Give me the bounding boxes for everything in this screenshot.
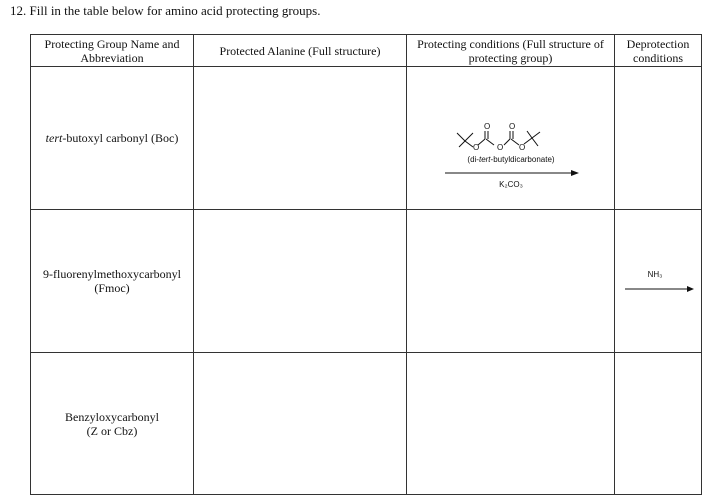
answer-cell-alanine-boc[interactable] (194, 67, 407, 210)
oxygen-label: O (519, 143, 526, 152)
oxygen-label: O (509, 122, 516, 131)
oxygen-label: O (497, 143, 504, 152)
cell-deprotection-fmoc (615, 210, 702, 353)
answer-cell-alanine-cbz[interactable] (194, 353, 407, 495)
answer-cell-deprotection-boc[interactable] (615, 67, 702, 210)
reaction-arrow-head (571, 170, 579, 176)
cell-name-cbz (31, 353, 194, 495)
base-label: K₂CO₃ (499, 180, 523, 189)
name-line1: Benzyloxycarbonyl (65, 409, 159, 424)
header-group-name: Protecting Group Name and Abbreviation (31, 35, 194, 67)
cell-conditions-boc (407, 67, 615, 210)
oxygen-label: O (473, 143, 480, 152)
fmoc-deprotection-scheme (615, 210, 702, 352)
header-row (31, 35, 702, 67)
cell-name-fmoc (31, 210, 194, 353)
deprotection-arrow-head (687, 286, 694, 292)
header-protecting-conditions: Protecting conditions (Full structure of protecting group) (407, 35, 615, 67)
table-row-cbz (31, 353, 702, 495)
table-row-boc (31, 67, 702, 210)
name-rest: -butoxyl carbonyl (Boc) (62, 130, 179, 145)
answer-cell-deprotection-cbz[interactable] (615, 353, 702, 495)
name-prefix-italic: tert (45, 130, 63, 145)
answer-cell-conditions-cbz[interactable] (407, 353, 615, 495)
boc-reaction-scheme (407, 67, 615, 209)
name-line2: (Fmoc) (94, 281, 130, 295)
answer-cell-alanine-fmoc[interactable] (194, 210, 407, 353)
deprotection-reagent-label: NH₃ (647, 270, 663, 279)
header-deprotection: Deprotection conditions (615, 35, 702, 67)
boc-oxygen-labels (473, 122, 525, 152)
name-line2: (Z or Cbz) (86, 423, 138, 438)
header-protected-alanine: Protected Alanine (Full structure) (194, 35, 407, 67)
question-prompt: 12. Fill in the table below for amino acid protecting groups. (10, 3, 321, 18)
name-line1: 9-fluorenylmethoxycarbonyl (43, 267, 181, 281)
oxygen-label: O (484, 122, 491, 131)
protecting-groups-table (30, 34, 702, 495)
cell-name-boc (31, 67, 194, 210)
answer-cell-conditions-fmoc[interactable] (407, 210, 615, 353)
table-row-fmoc (31, 210, 702, 353)
reagent-name-label: (di-tert-butyldicarbonate) (467, 155, 555, 164)
